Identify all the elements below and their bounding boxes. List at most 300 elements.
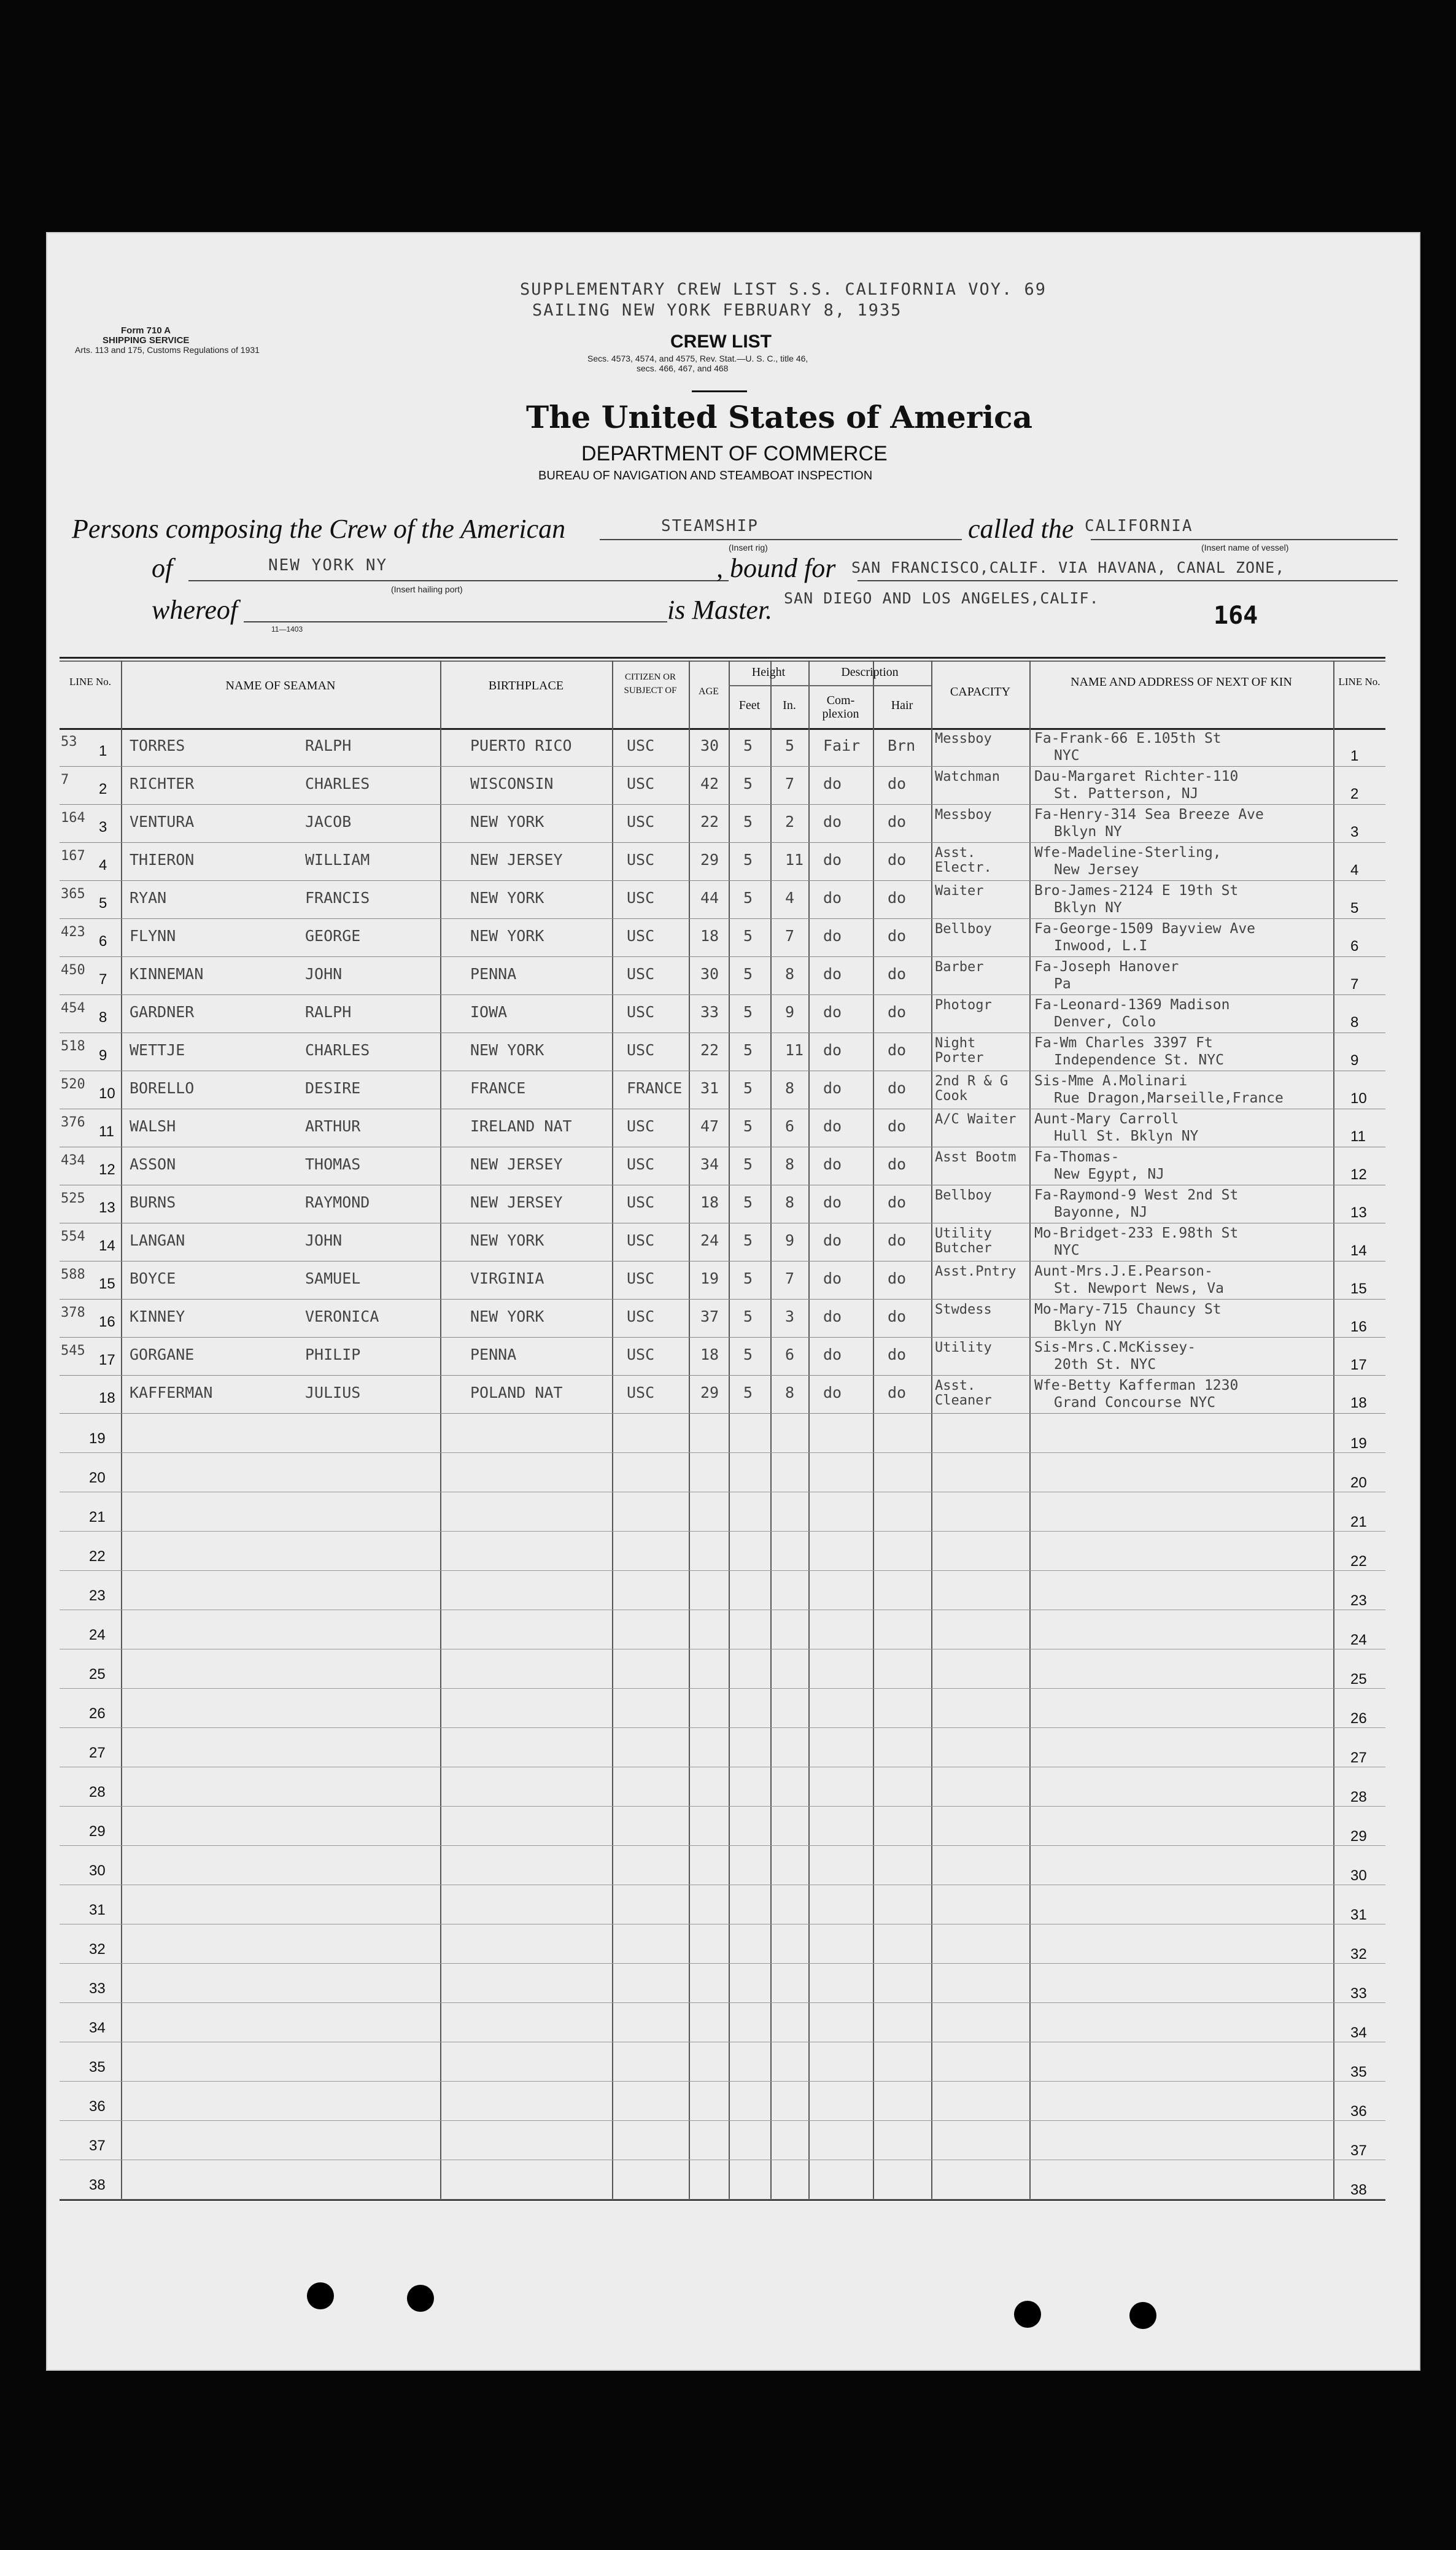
crew-list-title: CREW LIST bbox=[670, 331, 772, 352]
row-capacity: Utility Butcher bbox=[935, 1227, 992, 1256]
row-age: 24 bbox=[700, 1231, 719, 1249]
punch-hole bbox=[307, 2282, 334, 2309]
header-name: NAME OF SEAMAN bbox=[225, 679, 336, 692]
blank-line-number-right: 37 bbox=[1350, 2142, 1367, 2159]
row-line-number-right: 18 bbox=[1350, 1395, 1367, 1411]
row-line-number-right: 5 bbox=[1350, 900, 1359, 917]
blank-line-number: 31 bbox=[89, 1902, 106, 1918]
supplementary-stamp-line-1: SUPPLEMENTARY CREW LIST S.S. CALIFORNIA VOY. 69 bbox=[520, 280, 1047, 299]
row-inches: 3 bbox=[785, 1308, 795, 1325]
row-capacity: Asst Bootm bbox=[935, 1150, 1016, 1165]
row-surname: WALSH bbox=[130, 1117, 176, 1135]
row-line-number-right: 12 bbox=[1350, 1166, 1367, 1183]
column-rule bbox=[873, 661, 874, 2199]
row-line-number-right: 13 bbox=[1350, 1204, 1367, 1221]
page-number: 164 bbox=[1214, 602, 1258, 630]
row-inches: 7 bbox=[785, 775, 795, 793]
row-complexion: do bbox=[823, 965, 842, 983]
row-next-of-kin-address: Bklyn NY bbox=[1054, 900, 1122, 916]
row-next-of-kin: Wfe-Madeline-Sterling, bbox=[1034, 845, 1222, 861]
header-hair: Hair bbox=[891, 699, 913, 712]
row-line-number-right: 2 bbox=[1350, 786, 1359, 802]
row-hair: do bbox=[888, 1384, 907, 1401]
row-next-of-kin: Mo-Mary-715 Chauncy St bbox=[1034, 1301, 1222, 1317]
row-birthplace: NEW JERSEY bbox=[470, 1155, 563, 1173]
row-inches: 6 bbox=[785, 1346, 795, 1363]
row-surname: BURNS bbox=[130, 1193, 176, 1211]
row-rule bbox=[60, 842, 1385, 843]
row-complexion: do bbox=[823, 1384, 842, 1401]
row-next-of-kin-address: New Jersey bbox=[1054, 862, 1139, 878]
row-next-of-kin: Aunt-Mrs.J.E.Pearson- bbox=[1034, 1263, 1213, 1279]
row-birthplace: PENNA bbox=[470, 965, 517, 983]
column-rule bbox=[1029, 661, 1031, 2199]
row-mark: 450 bbox=[61, 963, 85, 978]
row-birthplace: VIRGINIA bbox=[470, 1269, 544, 1287]
blank-line-number-right: 34 bbox=[1350, 2025, 1367, 2041]
header-citizen: CITIZEN OR SUBJECT OF bbox=[624, 672, 677, 696]
row-feet: 5 bbox=[743, 775, 753, 793]
blank-line-number: 29 bbox=[89, 1823, 106, 1840]
row-given-name: JOHN bbox=[305, 965, 343, 983]
blank-line-number: 24 bbox=[89, 1627, 106, 1643]
row-next-of-kin-address: Rue Dragon,Marseille,France bbox=[1054, 1090, 1284, 1106]
statute-reference-2: secs. 466, 467, and 468 bbox=[637, 363, 729, 373]
port-field bbox=[188, 580, 729, 581]
row-hair: do bbox=[888, 1231, 907, 1249]
row-complexion: do bbox=[823, 927, 842, 945]
row-hair: do bbox=[888, 1346, 907, 1363]
row-birthplace: PENNA bbox=[470, 1346, 517, 1363]
row-feet: 5 bbox=[743, 1346, 753, 1363]
row-surname: LANGAN bbox=[130, 1231, 185, 1249]
punch-hole bbox=[1129, 2302, 1156, 2329]
subheader-rule bbox=[729, 685, 931, 686]
row-surname: VENTURA bbox=[130, 813, 195, 831]
row-citizen: USC bbox=[627, 1231, 655, 1249]
row-feet: 5 bbox=[743, 1193, 753, 1211]
row-next-of-kin-address: Bklyn NY bbox=[1054, 1319, 1122, 1335]
table-top-rule bbox=[60, 657, 1385, 659]
row-hair: do bbox=[888, 927, 907, 945]
row-next-of-kin-address: St. Patterson, NJ bbox=[1054, 786, 1199, 802]
row-mark: 545 bbox=[61, 1343, 85, 1358]
blank-line-number-right: 25 bbox=[1350, 1671, 1367, 1688]
blank-line-number-right: 33 bbox=[1350, 1985, 1367, 2002]
table-top-rule bbox=[60, 661, 1385, 662]
row-rule bbox=[60, 1570, 1385, 1571]
row-next-of-kin: Sis-Mrs.C.McKissey- bbox=[1034, 1339, 1196, 1355]
row-inches: 11 bbox=[785, 1041, 804, 1059]
row-next-of-kin-address: NYC bbox=[1054, 1242, 1080, 1258]
row-rule bbox=[60, 1688, 1385, 1689]
blank-line-number: 34 bbox=[89, 2020, 106, 2036]
row-given-name: GEORGE bbox=[305, 927, 361, 945]
row-mark: 365 bbox=[61, 886, 85, 902]
vessel-field bbox=[1091, 539, 1398, 540]
column-rule bbox=[121, 661, 122, 2199]
row-line-number: 2 bbox=[99, 781, 107, 797]
row-surname: WETTJE bbox=[130, 1041, 185, 1059]
row-line-number-right: 6 bbox=[1350, 938, 1359, 955]
row-line-number: 3 bbox=[99, 819, 107, 835]
row-rule bbox=[60, 2120, 1385, 2121]
header-bottom-rule bbox=[60, 728, 1385, 730]
row-next-of-kin-address: Inwood, L.I bbox=[1054, 938, 1148, 954]
row-inches: 9 bbox=[785, 1003, 795, 1021]
row-rule bbox=[60, 956, 1385, 957]
rig-field bbox=[600, 539, 962, 540]
row-citizen: USC bbox=[627, 737, 655, 754]
rig-caption: (Insert rig) bbox=[729, 543, 768, 552]
row-next-of-kin-address: Grand Concourse NYC bbox=[1054, 1395, 1216, 1411]
row-inches: 7 bbox=[785, 927, 795, 945]
row-rule bbox=[60, 1727, 1385, 1728]
row-inches: 4 bbox=[785, 889, 795, 907]
blank-line-number: 21 bbox=[89, 1509, 106, 1525]
port-caption: (Insert hailing port) bbox=[391, 584, 463, 594]
blank-line-number-right: 26 bbox=[1350, 1710, 1367, 1727]
header-feet: Feet bbox=[738, 699, 761, 712]
country-title: The United States of America bbox=[526, 399, 1033, 435]
row-rule bbox=[60, 1806, 1385, 1807]
crew-list-sheet bbox=[46, 232, 1420, 2371]
blank-line-number-right: 31 bbox=[1350, 1907, 1367, 1923]
bureau-title: BUREAU OF NAVIGATION AND STEAMBOAT INSPECTION bbox=[538, 469, 873, 482]
row-citizen: USC bbox=[627, 1041, 655, 1059]
row-next-of-kin: Aunt-Mary Carroll bbox=[1034, 1111, 1179, 1127]
blank-line-number-right: 24 bbox=[1350, 1632, 1367, 1648]
blank-line-number: 27 bbox=[89, 1745, 106, 1761]
header-age: AGE bbox=[699, 686, 719, 697]
form-number: Form 710 A bbox=[121, 325, 171, 336]
row-surname: RYAN bbox=[130, 889, 167, 907]
row-inches: 8 bbox=[785, 1384, 795, 1401]
row-line-number-right: 14 bbox=[1350, 1242, 1367, 1259]
row-line-number: 13 bbox=[99, 1199, 115, 1216]
row-next-of-kin-address: Independence St. NYC bbox=[1054, 1052, 1224, 1068]
row-line-number: 14 bbox=[99, 1238, 115, 1254]
row-inches: 8 bbox=[785, 1079, 795, 1097]
row-capacity: Messboy bbox=[935, 808, 992, 823]
blank-line-number: 26 bbox=[89, 1705, 106, 1722]
header-inches: In. bbox=[783, 699, 796, 712]
row-mark: 378 bbox=[61, 1305, 85, 1320]
row-citizen: USC bbox=[627, 1117, 655, 1135]
row-age: 18 bbox=[700, 927, 719, 945]
row-rule bbox=[60, 880, 1385, 881]
row-line-number: 1 bbox=[99, 743, 107, 759]
row-age: 18 bbox=[700, 1193, 719, 1211]
row-rule bbox=[60, 804, 1385, 805]
destination-line-2: SAN DIEGO AND LOS ANGELES,CALIF. bbox=[784, 589, 1099, 607]
row-feet: 5 bbox=[743, 1155, 753, 1173]
row-citizen: USC bbox=[627, 1346, 655, 1363]
row-birthplace: NEW YORK bbox=[470, 889, 544, 907]
row-surname: BORELLO bbox=[130, 1079, 195, 1097]
row-capacity: Asst. Electr. bbox=[935, 846, 992, 875]
supplementary-stamp-line-2: SAILING NEW YORK FEBRUARY 8, 1935 bbox=[532, 301, 902, 320]
row-next-of-kin-address: Denver, Colo bbox=[1054, 1014, 1156, 1030]
row-next-of-kin: Wfe-Betty Kafferman 1230 bbox=[1034, 1378, 1239, 1393]
row-feet: 5 bbox=[743, 1308, 753, 1325]
row-age: 42 bbox=[700, 775, 719, 793]
row-rule bbox=[60, 1375, 1385, 1376]
row-birthplace: NEW YORK bbox=[470, 813, 544, 831]
header-capacity: CAPACITY bbox=[950, 685, 1011, 699]
row-inches: 2 bbox=[785, 813, 795, 831]
row-rule bbox=[60, 766, 1385, 767]
row-line-number: 16 bbox=[99, 1314, 115, 1330]
header-description: Description bbox=[841, 665, 899, 679]
row-feet: 5 bbox=[743, 1041, 753, 1059]
row-next-of-kin-address: Pa bbox=[1054, 976, 1071, 992]
row-hair: do bbox=[888, 1079, 907, 1097]
row-line-number-right: 9 bbox=[1350, 1052, 1359, 1069]
row-line-number: 18 bbox=[99, 1390, 115, 1406]
row-complexion: do bbox=[823, 775, 842, 793]
row-mark: 588 bbox=[61, 1267, 85, 1282]
row-inches: 5 bbox=[785, 737, 795, 754]
row-age: 29 bbox=[700, 1384, 719, 1401]
blank-line-number-right: 36 bbox=[1350, 2103, 1367, 2120]
row-given-name: JOHN bbox=[305, 1231, 343, 1249]
title-rule bbox=[692, 390, 747, 392]
department-title: DEPARTMENT OF COMMERCE bbox=[581, 442, 888, 465]
row-line-number: 4 bbox=[99, 857, 107, 874]
blank-line-number: 37 bbox=[89, 2137, 106, 2154]
row-next-of-kin: Sis-Mme A.Molinari bbox=[1034, 1073, 1188, 1089]
row-mark: 525 bbox=[61, 1191, 85, 1206]
row-given-name: CHARLES bbox=[305, 775, 370, 793]
row-feet: 5 bbox=[743, 1269, 753, 1287]
row-capacity: Waiter bbox=[935, 884, 984, 899]
row-next-of-kin-address: Bayonne, NJ bbox=[1054, 1204, 1148, 1220]
row-next-of-kin: Dau-Margaret Richter-110 bbox=[1034, 769, 1239, 785]
row-feet: 5 bbox=[743, 927, 753, 945]
row-capacity: Messboy bbox=[935, 732, 992, 746]
row-birthplace: NEW YORK bbox=[470, 1041, 544, 1059]
blank-line-number-right: 29 bbox=[1350, 1828, 1367, 1845]
row-capacity: A/C Waiter bbox=[935, 1112, 1016, 1127]
row-hair: do bbox=[888, 775, 907, 793]
row-mark: 167 bbox=[61, 848, 85, 864]
row-line-number: 11 bbox=[99, 1123, 114, 1140]
row-inches: 11 bbox=[785, 851, 804, 869]
row-hair: do bbox=[888, 1269, 907, 1287]
row-capacity: Watchman bbox=[935, 770, 1000, 785]
row-next-of-kin: Fa-Frank-66 E.105th St bbox=[1034, 731, 1222, 746]
row-age: 31 bbox=[700, 1079, 719, 1097]
row-line-number-right: 16 bbox=[1350, 1319, 1367, 1335]
row-mark: 518 bbox=[61, 1039, 85, 1054]
row-capacity: Stwdess bbox=[935, 1303, 992, 1317]
row-line-number-right: 17 bbox=[1350, 1357, 1367, 1373]
intro-persons: Persons composing the Crew of the American bbox=[72, 514, 566, 544]
row-complexion: do bbox=[823, 851, 842, 869]
blank-line-number: 23 bbox=[89, 1587, 106, 1604]
row-rule bbox=[60, 1452, 1385, 1453]
row-given-name: RALPH bbox=[305, 1003, 352, 1021]
row-mark: 164 bbox=[61, 810, 85, 826]
row-complexion: do bbox=[823, 1003, 842, 1021]
row-given-name: WILLIAM bbox=[305, 851, 370, 869]
row-birthplace: FRANCE bbox=[470, 1079, 526, 1097]
row-citizen: USC bbox=[627, 1193, 655, 1211]
row-rule bbox=[60, 1337, 1385, 1338]
row-mark: 423 bbox=[61, 924, 85, 940]
intro-of: of bbox=[152, 553, 173, 583]
destination-line-1: SAN FRANCISCO,CALIF. VIA HAVANA, CANAL ZONE, bbox=[851, 559, 1285, 576]
blank-line-number-right: 32 bbox=[1350, 1946, 1367, 1963]
row-given-name: JULIUS bbox=[305, 1384, 361, 1401]
row-line-number: 12 bbox=[99, 1161, 115, 1178]
row-inches: 8 bbox=[785, 965, 795, 983]
row-hair: do bbox=[888, 1155, 907, 1173]
row-next-of-kin: Fa-George-1509 Bayview Ave bbox=[1034, 921, 1256, 937]
row-age: 19 bbox=[700, 1269, 719, 1287]
row-citizen: USC bbox=[627, 813, 655, 831]
master-field bbox=[244, 621, 667, 622]
row-hair: do bbox=[888, 851, 907, 869]
column-rule bbox=[770, 661, 772, 2199]
blank-line-number-right: 22 bbox=[1350, 1553, 1367, 1570]
row-surname: RICHTER bbox=[130, 775, 195, 793]
row-mark: 53 bbox=[61, 734, 77, 750]
row-age: 44 bbox=[700, 889, 719, 907]
row-given-name: PHILIP bbox=[305, 1346, 361, 1363]
row-line-number: 8 bbox=[99, 1009, 107, 1026]
blank-line-number: 36 bbox=[89, 2098, 106, 2115]
row-hair: do bbox=[888, 965, 907, 983]
row-citizen: USC bbox=[627, 1003, 655, 1021]
header-complexion: Com-plexion bbox=[822, 694, 859, 721]
blank-line-number: 33 bbox=[89, 1980, 106, 1997]
called-the: called the bbox=[968, 514, 1074, 544]
row-complexion: do bbox=[823, 1346, 842, 1363]
row-next-of-kin: Fa-Joseph Hanover bbox=[1034, 959, 1179, 975]
row-citizen: USC bbox=[627, 965, 655, 983]
row-rule bbox=[60, 2081, 1385, 2082]
row-next-of-kin: Bro-James-2124 E 19th St bbox=[1034, 883, 1239, 899]
row-citizen: FRANCE bbox=[627, 1079, 683, 1097]
row-age: 18 bbox=[700, 1346, 719, 1363]
row-mark: 520 bbox=[61, 1077, 85, 1092]
row-feet: 5 bbox=[743, 965, 753, 983]
row-line-number-right: 1 bbox=[1350, 748, 1359, 764]
blank-line-number-right: 19 bbox=[1350, 1435, 1367, 1452]
row-capacity: Photogr bbox=[935, 998, 992, 1013]
row-mark: 376 bbox=[61, 1115, 85, 1130]
blank-line-number-right: 23 bbox=[1350, 1592, 1367, 1609]
statute-reference-1: Secs. 4573, 4574, and 4575, Rev. Stat.—U. S. C., title 46, bbox=[587, 354, 808, 363]
row-citizen: USC bbox=[627, 775, 655, 793]
row-next-of-kin-address: Bklyn NY bbox=[1054, 824, 1122, 840]
blank-line-number-right: 20 bbox=[1350, 1475, 1367, 1491]
row-rule bbox=[60, 1845, 1385, 1846]
punch-hole bbox=[407, 2285, 434, 2312]
row-birthplace: IRELAND NAT bbox=[470, 1117, 572, 1135]
blank-line-number: 25 bbox=[89, 1666, 106, 1683]
row-age: 29 bbox=[700, 851, 719, 869]
row-capacity: Utility bbox=[935, 1341, 992, 1355]
row-capacity: Barber bbox=[935, 960, 984, 975]
row-inches: 7 bbox=[785, 1269, 795, 1287]
blank-line-number-right: 28 bbox=[1350, 1789, 1367, 1805]
row-birthplace: NEW JERSEY bbox=[470, 851, 563, 869]
row-hair: Brn bbox=[888, 737, 916, 754]
row-complexion: do bbox=[823, 1079, 842, 1097]
row-birthplace: NEW YORK bbox=[470, 1231, 544, 1249]
row-inches: 8 bbox=[785, 1155, 795, 1173]
row-birthplace: PUERTO RICO bbox=[470, 737, 572, 754]
row-birthplace: WISCONSIN bbox=[470, 775, 554, 793]
header-height: Height bbox=[751, 665, 786, 679]
row-birthplace: POLAND NAT bbox=[470, 1384, 563, 1401]
row-citizen: USC bbox=[627, 1269, 655, 1287]
row-birthplace: NEW YORK bbox=[470, 1308, 544, 1325]
row-complexion: do bbox=[823, 1269, 842, 1287]
is-master: is Master. bbox=[667, 595, 773, 625]
row-next-of-kin: Fa-Leonard-1369 Madison bbox=[1034, 997, 1230, 1013]
row-surname: BOYCE bbox=[130, 1269, 176, 1287]
row-line-number-right: 3 bbox=[1350, 824, 1359, 840]
vessel-value: CALIFORNIA bbox=[1085, 517, 1193, 535]
blank-line-number: 22 bbox=[89, 1548, 106, 1565]
row-surname: TORRES bbox=[130, 737, 185, 754]
row-given-name: ARTHUR bbox=[305, 1117, 361, 1135]
rig-value: STEAMSHIP bbox=[661, 517, 759, 535]
row-capacity: Bellboy bbox=[935, 1188, 992, 1203]
print-code: 11—1403 bbox=[271, 625, 303, 634]
customs-regulations: Arts. 113 and 175, Customs Regulations of 1931 bbox=[75, 345, 260, 355]
column-rule bbox=[612, 661, 613, 2199]
row-given-name: FRANCIS bbox=[305, 889, 370, 907]
row-hair: do bbox=[888, 889, 907, 907]
row-inches: 8 bbox=[785, 1193, 795, 1211]
row-hair: do bbox=[888, 1003, 907, 1021]
port-value: NEW YORK NY bbox=[268, 556, 388, 575]
row-complexion: do bbox=[823, 813, 842, 831]
vessel-caption: (Insert name of vessel) bbox=[1201, 543, 1289, 552]
blank-line-number: 20 bbox=[89, 1470, 106, 1486]
row-complexion: do bbox=[823, 889, 842, 907]
row-rule bbox=[60, 1299, 1385, 1300]
blank-line-number-right: 27 bbox=[1350, 1750, 1367, 1766]
blank-line-number: 38 bbox=[89, 2177, 106, 2193]
row-hair: do bbox=[888, 1308, 907, 1325]
row-feet: 5 bbox=[743, 1384, 753, 1401]
row-feet: 5 bbox=[743, 813, 753, 831]
row-next-of-kin: Fa-Raymond-9 West 2nd St bbox=[1034, 1187, 1239, 1203]
column-rule bbox=[931, 661, 932, 2199]
row-age: 33 bbox=[700, 1003, 719, 1021]
row-feet: 5 bbox=[743, 851, 753, 869]
row-capacity: Bellboy bbox=[935, 922, 992, 937]
row-line-number: 6 bbox=[99, 933, 107, 950]
row-line-number: 15 bbox=[99, 1276, 115, 1292]
header-next-of-kin: NAME AND ADDRESS OF NEXT OF KIN bbox=[1071, 675, 1292, 689]
row-surname: GORGANE bbox=[130, 1346, 195, 1363]
blank-line-number: 30 bbox=[89, 1862, 106, 1879]
row-complexion: Fair bbox=[823, 737, 861, 754]
row-birthplace: NEW JERSEY bbox=[470, 1193, 563, 1211]
row-complexion: do bbox=[823, 1117, 842, 1135]
row-capacity: Night Porter bbox=[935, 1036, 984, 1066]
row-rule bbox=[60, 2002, 1385, 2003]
row-rule bbox=[60, 1413, 1385, 1414]
row-age: 37 bbox=[700, 1308, 719, 1325]
